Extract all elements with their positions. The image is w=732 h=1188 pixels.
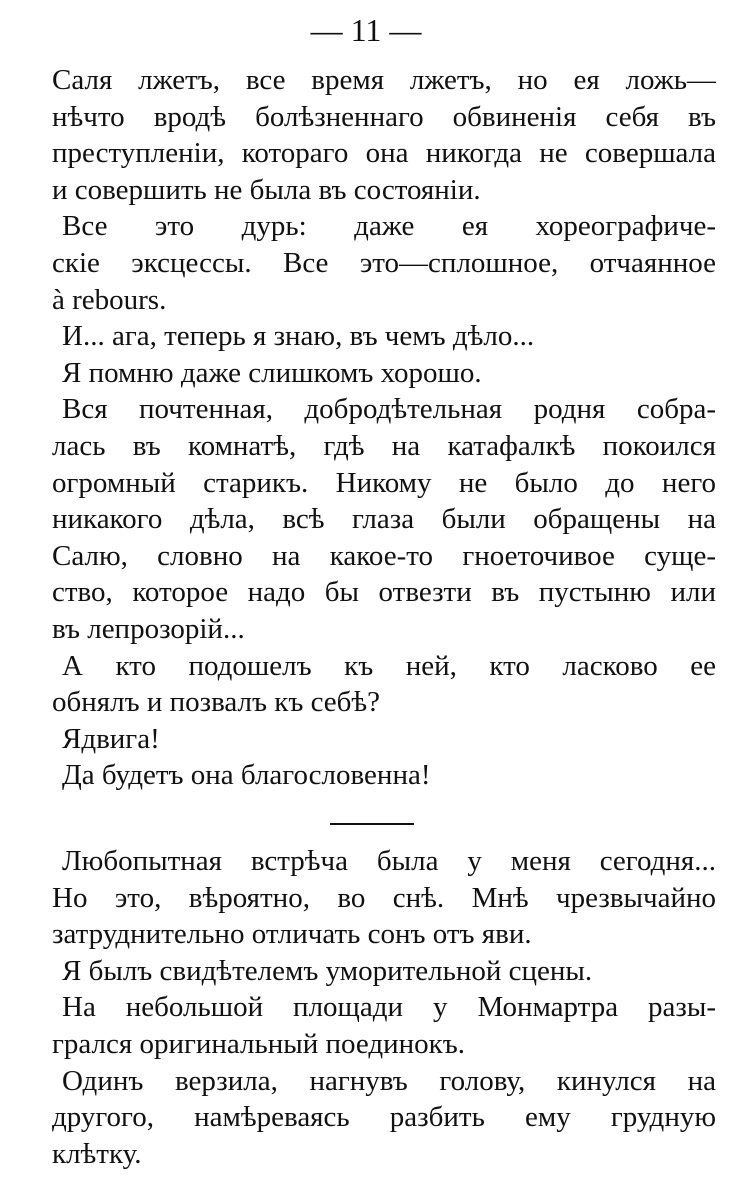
text-line: Вся почтенная, добродѣтельная родня собра- [62,393,716,426]
text-line: Но это, вѣроятно, во снѣ. Мнѣ чрезвычайно [52,881,716,914]
text-line: огромный старикъ. Никому не было до него [52,466,716,499]
text-line: Я помню даже слишкомъ хорошо. [62,356,482,389]
text-line: ство, которое надо бы отвезти въ пустыню или [52,576,716,609]
text-line: обнялъ и позвалъ къ себѣ? [52,686,381,719]
text-line: лась въ комнатѣ, гдѣ на катафалкѣ покоился [52,429,716,462]
text-line: Саля лжетъ, все время лжетъ, но ея ложь— [52,64,716,96]
text-line: Ядвига! [62,722,160,755]
text-line: à rebours. [52,283,167,316]
text-section-2 [52,843,716,1172]
text-line: Одинъ верзила, нагнувъ голову, кинулся на [62,1064,716,1097]
text-line: скіе эксцессы. Все это—сплошное, отчаянное [52,246,716,279]
text-section-1 [52,62,716,794]
text-line: Салю, словно на какое-то гноеточивое суще- [52,539,716,572]
text-line: преступленіи, котораго она никогда не совершала [52,137,716,170]
text-line: клѣтку. [52,1137,142,1170]
text-line: другого, намѣреваясь разбить ему грудную [52,1101,716,1134]
text-line: грался оригинальный поединокъ. [52,1027,465,1060]
text-line: затруднительно отличать сонъ отъ яви. [52,918,532,951]
text-line: и совершить не была въ состояніи. [52,173,481,206]
section-divider [330,823,414,825]
text-line: Все это дурь: даже ея хореографиче- [62,210,716,243]
text-line: нѣчто вродѣ болѣзненнаго обвиненія себя въ [52,100,716,133]
text-line: На небольшой площади у Монмартра разы- [62,991,716,1024]
text-line: Любопытная встрѣча была у меня сегодня... [62,845,716,877]
text-line: А кто подошелъ къ ней, кто ласково ее [62,649,716,682]
page-number: — 11 — [310,12,422,48]
text-line: Да будетъ она благословенна! [62,759,431,792]
text-line: въ лепрозорій... [52,612,245,645]
text-line: И... ага, теперь я знаю, въ чемъ дѣло... [62,320,535,353]
text-line: никакого дѣла, всѣ глаза были обращены на [52,503,716,536]
text-line: Я былъ свидѣтелемъ уморительной сцены. [62,954,593,987]
